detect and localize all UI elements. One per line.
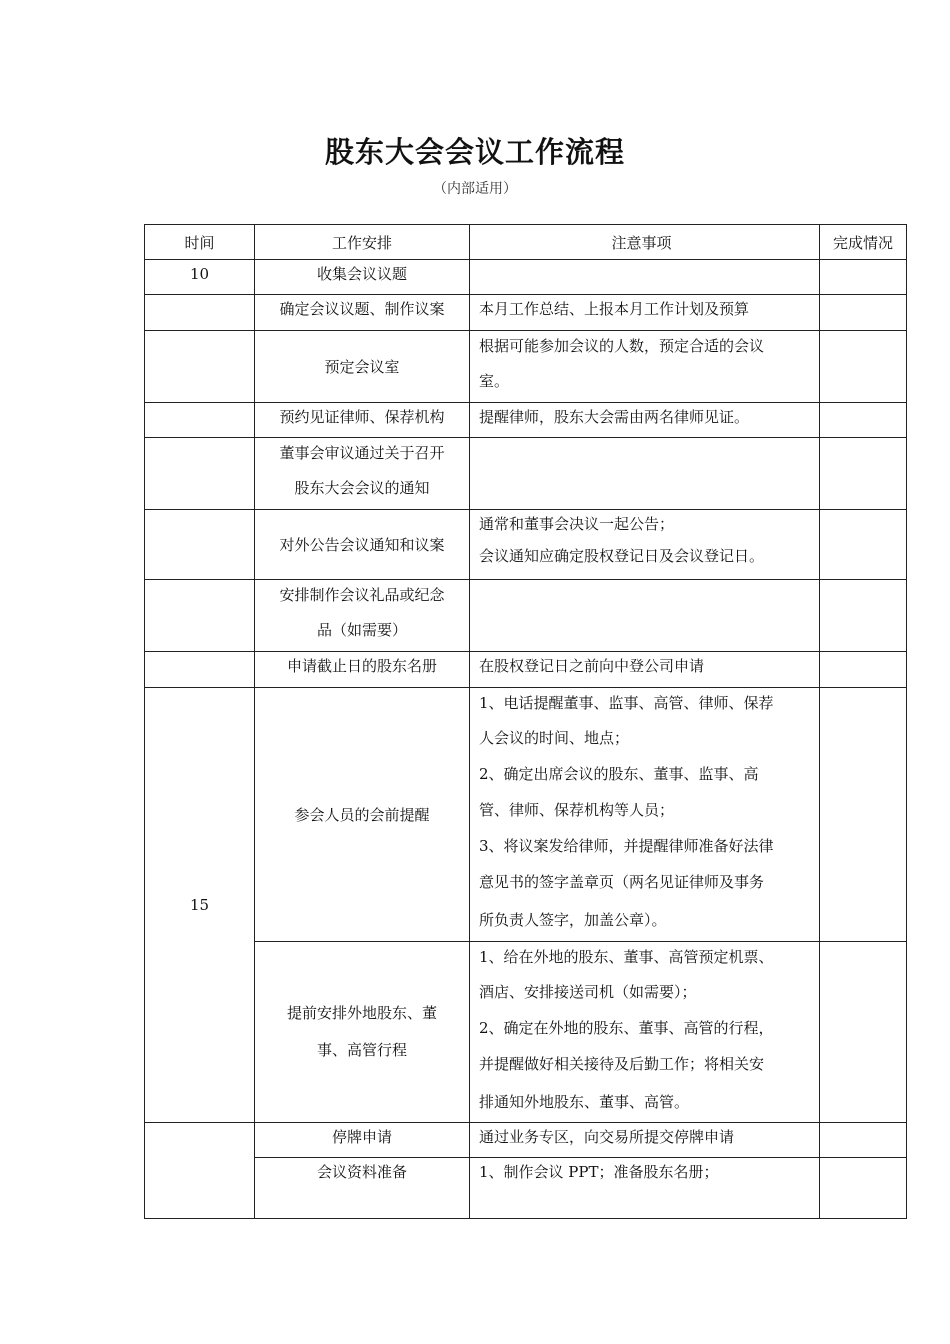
time-cell: 10	[145, 260, 255, 295]
table-row	[145, 260, 907, 295]
table-row	[145, 688, 907, 942]
note-line: 1、给在外地的股东、董事、高管预定机票、	[479, 948, 774, 966]
table-row	[145, 403, 907, 438]
time-cell	[145, 295, 255, 331]
status-cell	[820, 942, 907, 1123]
time-cell	[145, 438, 255, 510]
note-line: 意见书的签字盖章页（两名见证律师及事务	[479, 873, 765, 891]
notes-cell	[470, 438, 820, 510]
header-task: 工作安排	[255, 225, 470, 260]
time-cell	[145, 331, 255, 403]
time-cell: 15	[145, 688, 255, 1123]
note-line: 所负责人签字，加盖公章）。	[479, 911, 667, 929]
status-cell	[820, 652, 907, 688]
table-row	[145, 942, 907, 1123]
task-line: 提前安排外地股东、董	[286, 1004, 437, 1022]
status-cell	[820, 331, 907, 403]
notes-cell: 提醒律师，股东大会需由两名律师见证。	[470, 403, 820, 438]
table-row	[145, 652, 907, 688]
notes-cell: 1、制作会议 PPT；准备股东名册；	[470, 1158, 820, 1219]
notes-cell: 通过业务专区，向交易所提交停牌申请	[470, 1123, 820, 1158]
status-cell	[820, 1123, 907, 1158]
task-cell	[255, 580, 470, 652]
status-cell	[820, 1158, 907, 1219]
task-cell: 收集会议议题	[255, 260, 470, 295]
note-line: 2、确定出席会议的股东、董事、监事、高	[479, 765, 759, 783]
task-cell: 会议资料准备	[255, 1158, 470, 1219]
table-row	[145, 295, 907, 331]
workflow-table	[144, 224, 907, 1219]
task-line: 品（如需要）	[316, 621, 407, 639]
note-line: 酒店、安排接送司机（如需要）；	[479, 983, 697, 1001]
task-line: 董事会审议通过关于召开	[279, 444, 445, 462]
note-line: 1、电话提醒董事、监事、高管、律师、保荐	[479, 694, 774, 712]
note-line: 通常和董事会决议一起公告；	[479, 515, 675, 533]
task-cell: 预约见证律师、保荐机构	[255, 403, 470, 438]
note-line: 并提醒做好相关接待及后勤工作；将相关安	[479, 1055, 765, 1073]
note-line: 人会议的时间、地点；	[479, 729, 630, 747]
task-cell: 申请截止日的股东名册	[255, 652, 470, 688]
notes-cell	[470, 688, 820, 942]
table-row	[145, 438, 907, 510]
notes-cell	[470, 942, 820, 1123]
note-line: 3、将议案发给律师，并提醒律师准备好法律	[479, 837, 774, 855]
table-row	[145, 510, 907, 580]
status-cell	[820, 403, 907, 438]
task-cell: 确定会议议题、制作议案	[255, 295, 470, 331]
document-title: 股东大会会议工作流程	[324, 135, 625, 169]
notes-cell	[470, 260, 820, 295]
task-cell	[255, 942, 470, 1123]
notes-cell	[470, 510, 820, 580]
status-cell	[820, 438, 907, 510]
note-line: 室。	[479, 372, 510, 390]
task-cell: 对外公告会议通知和议案	[255, 510, 470, 580]
task-line: 安排制作会议礼品或纪念	[279, 586, 445, 604]
header-status: 完成情况	[820, 225, 907, 260]
table-row	[145, 1158, 907, 1219]
note-line: 排通知外地股东、董事、高管。	[479, 1093, 690, 1111]
status-cell	[820, 260, 907, 295]
note-line: 2、确定在外地的股东、董事、高管的行程，	[479, 1019, 774, 1037]
time-cell	[145, 1123, 255, 1219]
table-row	[145, 331, 907, 403]
notes-cell: 在股权登记日之前向中登公司申请	[470, 652, 820, 688]
status-cell	[820, 580, 907, 652]
table-row	[145, 580, 907, 652]
status-cell	[820, 688, 907, 942]
note-line: 管、律师、保荐机构等人员；	[479, 801, 675, 819]
notes-cell	[470, 331, 820, 403]
task-line: 股东大会会议的通知	[294, 479, 430, 497]
status-cell	[820, 510, 907, 580]
notes-cell: 本月工作总结、上报本月工作计划及预算	[470, 295, 820, 331]
time-cell	[145, 652, 255, 688]
task-cell: 停牌申请	[255, 1123, 470, 1158]
time-cell	[145, 510, 255, 580]
task-cell: 预定会议室	[255, 331, 470, 403]
time-cell	[145, 580, 255, 652]
table-header-row	[145, 225, 907, 260]
note-line: 根据可能参加会议的人数，预定合适的会议	[479, 337, 765, 355]
task-line: 事、高管行程	[316, 1041, 407, 1059]
header-notes: 注意事项	[470, 225, 820, 260]
status-cell	[820, 295, 907, 331]
task-cell: 参会人员的会前提醒	[255, 688, 470, 942]
task-cell	[255, 438, 470, 510]
document-subtitle: （内部适用）	[433, 181, 517, 197]
notes-cell	[470, 580, 820, 652]
time-cell	[145, 403, 255, 438]
note-line: 会议通知应确定股权登记日及会议登记日。	[479, 547, 765, 565]
table-row	[145, 1123, 907, 1158]
header-time: 时间	[145, 225, 255, 260]
